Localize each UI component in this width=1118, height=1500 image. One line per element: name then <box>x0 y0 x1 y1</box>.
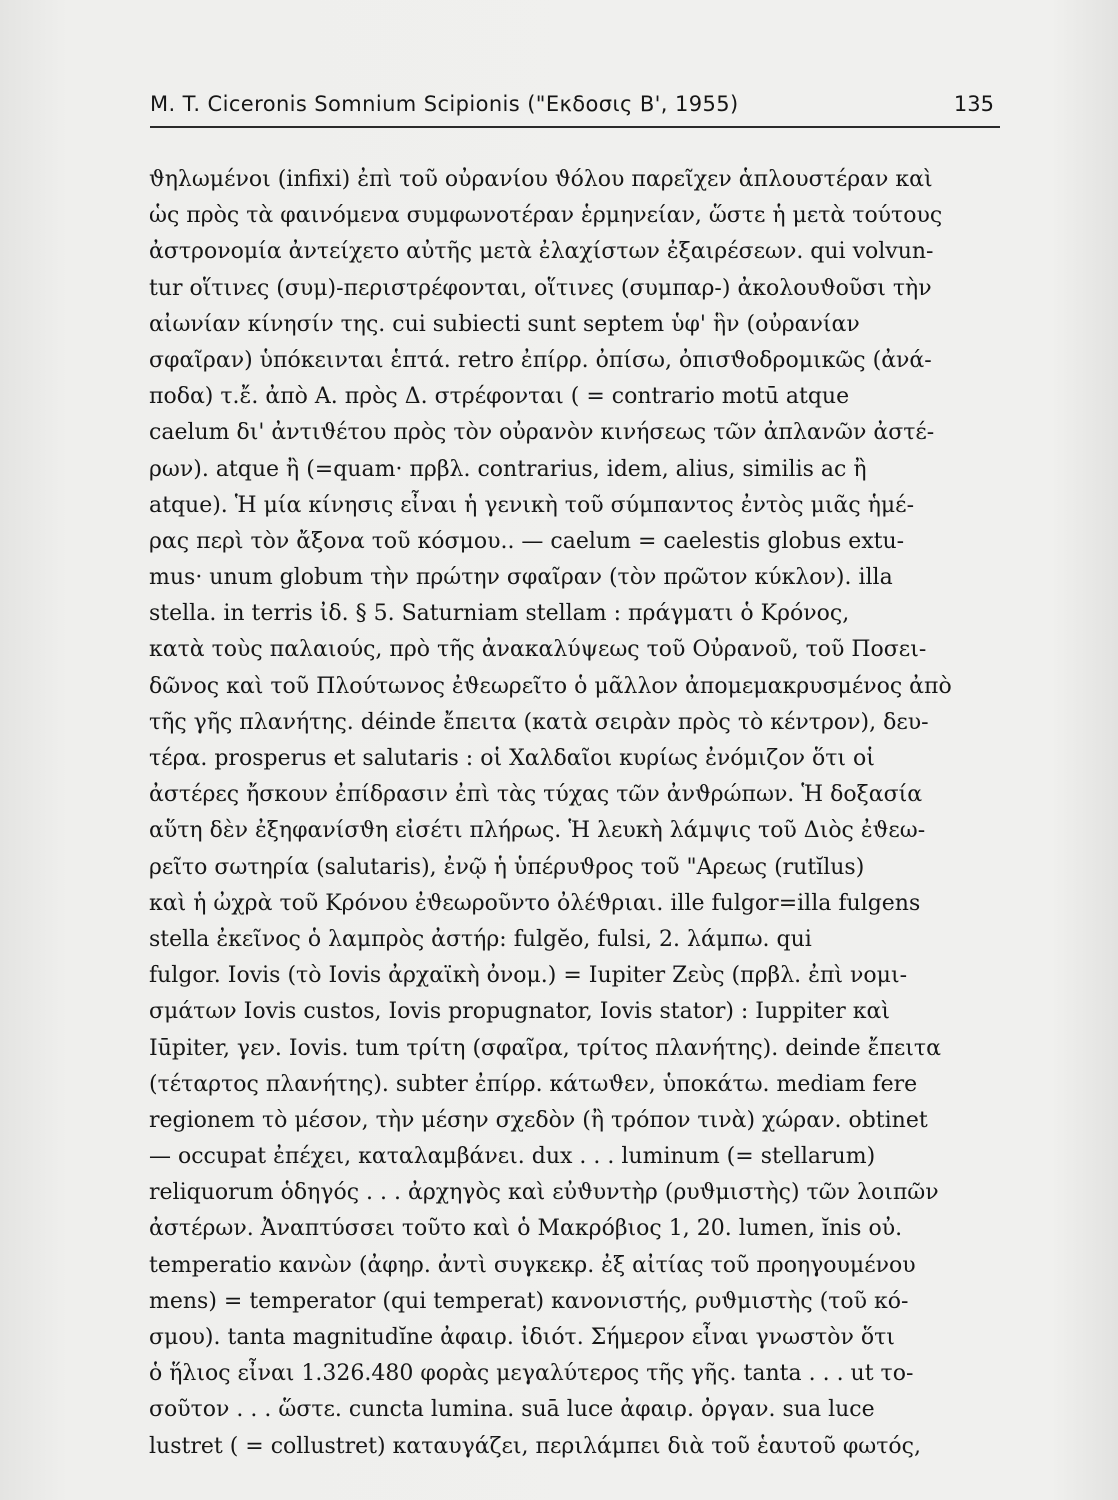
text-line: αἰωνίαν κίνησίν της. cui subiecti sunt septem ὑφ' ἣν (οὐρανίαν <box>149 311 860 337</box>
text-line: mens) = temperator (qui temperat) κανονιστής, ρυϑμιστὴς (τοῦ κό- <box>149 1288 909 1314</box>
text-line: atque). Ἡ μία κίνησις εἶναι ἡ γενικὴ τοῦ σύμπαντος ἐντὸς μιᾶς ἡμέ- <box>149 492 915 518</box>
text-line: αὕτη δὲν ἐξηφανίσϑη εἰσέτι πλήρως. Ἡ λευκὴ λάμψις τοῦ Διὸς ἐϑεω- <box>149 818 926 844</box>
running-title: M. T. Ciceronis Somnium Scipionis ("Εκδοσις Β', 1955) <box>150 92 739 116</box>
body-text <box>149 162 1001 1465</box>
text-line: tur οἵτινες (συμ)-περιστρέφονται, οἵτινες (συμπαρ-) ἀκολουϑοῦσι τὴν <box>149 275 932 301</box>
text-line: stella ἐκεῖνος ὁ λαμπρὸς ἀστήρ: fulgĕo, fulsi, 2. λάμπω. qui <box>149 926 812 952</box>
text-line: τέρα. prosperus et salutaris : οἱ Χαλδαῖοι κυρίως ἐνόμιζον ὅτι οἱ <box>149 746 875 771</box>
text-line: δῶνος καὶ τοῦ Πλούτωνος ἐϑεωρεῖτο ὁ μᾶλλον ἀπομεμακρυσμένος ἀπὸ <box>149 673 952 699</box>
page-number: 135 <box>953 92 994 116</box>
text-line: ρων). atque ἢ (=quam· πρβλ. contrarius, idem, alius, similis ac ἢ <box>149 456 867 482</box>
text-line: ἀστέρες ἤσκουν ἐπίδρασιν ἐπὶ τὰς τύχας τῶν ἀνϑρώπων. Ἡ δοξασία <box>149 782 923 808</box>
text-line: lustret ( = collustret) καταυγάζει, περιλάμπει διὰ τοῦ ἑαυτοῦ φωτός, <box>149 1433 921 1459</box>
text-line: regionem τὸ μέσον, τὴν μέσην σχεδὸν (ἢ τρόπον τινὰ) χώραν. obtinet <box>149 1107 928 1133</box>
text-line: σφαῖραν) ὑπόκεινται ἑπτά. retro ἐπίρρ. ὀπίσω, ὀπισϑοδρομικῶς (ἀνά- <box>149 347 932 373</box>
text-line: ποδα) τ.ἔ. ἀπὸ Α. πρὸς Δ. στρέφονται ( = contrario motū atque <box>149 384 850 410</box>
text-line: καὶ ἡ ὠχρὰ τοῦ Κρόνου ἐϑεωροῦντο ὀλέϑριαι. ille fulgor=illa fulgens <box>149 890 921 916</box>
text-line: mus· unum globum τὴν πρώτην σφαῖραν (τὸν πρῶτον κύκλον). illa <box>149 565 893 591</box>
text-line: κατὰ τοὺς παλαιούς, πρὸ τῆς ἀνακαλύψεως τοῦ Οὐρανοῦ, τοῦ Ποσει- <box>149 637 927 663</box>
text-line: reliquorum ὁδηγός . . . ἀρχηγὸς καὶ εὐϑυντὴρ (ρυϑμιστὴς) τῶν λοιπῶν <box>149 1180 939 1206</box>
text-line: σμου). tanta magnitudĭne ἀφαιρ. ἰδιότ. Σήμερον εἶναι γνωστὸν ὅτι <box>149 1325 895 1350</box>
text-line: σοῦτον . . . ὥστε. cuncta lumina. suā luce ἀφαιρ. ὀργαν. sua luce <box>149 1397 875 1423</box>
text-line: ρεῖτο σωτηρία (salutaris), ἐνῷ ἡ ὑπέρυϑρος τοῦ "Αρεως (rutĭlus) <box>149 854 865 880</box>
text-line: ρας περὶ τὸν ἄξονα τοῦ κόσμου.. — caelum = caelestis globus extu- <box>149 528 905 554</box>
text-line: ὁ ἥλιος εἶναι 1.326.480 φορὰς μεγαλύτερος τῆς γῆς. tanta . . . ut το- <box>149 1361 914 1387</box>
text-line: σμάτων Iovis custos, Iovis propugnator, Iovis stator) : Iuppiter καὶ <box>149 999 890 1025</box>
text-line: caelum δι' ἀντιϑέτου πρὸς τὸν οὐρανὸν κινήσεως τῶν ἀπλανῶν ἀστέ- <box>149 420 935 446</box>
text-line: τῆς γῆς πλανήτης. déinde ἔπειτα (κατὰ σειρὰν πρὸς τὸ κέντρον), δευ- <box>149 709 929 735</box>
text-line: (τέταρτος πλανήτης). subter ἐπίρρ. κάτωϑεν, ὑποκάτω. mediam fere <box>149 1071 918 1097</box>
text-line: fulgor. Iovis (τὸ Iovis ἀρχαϊκὴ ὀνομ.) = Iupiter Ζεὺς (πρβλ. ἐπὶ νομι- <box>149 963 908 989</box>
text-line: ϑηλωμένοι (infixi) ἐπὶ τοῦ οὐρανίου ϑόλου παρεῖχεν ἁπλουστέραν καὶ <box>149 167 933 192</box>
text-line: stella. in terris ἰδ. § 5. Saturniam stellam : πράγματι ὁ Κρόνος, <box>149 601 850 627</box>
text-line: Iūpiter, γεν. Iovis. tum τρίτη (σφαῖρα, τρίτος πλανήτης). deinde ἔπειτα <box>149 1035 941 1061</box>
text-line: ἀστρονομία ἀντείχετο αὐτῆς μετὰ ἐλαχίστων ἐξαιρέσεων. qui volvun- <box>149 239 934 265</box>
text-line: ὡς πρὸς τὰ φαινόμενα συμφωνοτέραν ἑρμηνείαν, ὥστε ἡ μετὰ τούτους <box>149 203 943 229</box>
text-line: temperatio κανὼν (ἀφηρ. ἀντὶ συγκεκρ. ἐξ αἰτίας τοῦ προηγουμένου <box>149 1252 916 1278</box>
text-line: ἀστέρων. Ἀναπτύσσει τοῦτο καὶ ὁ Μακρόβιος 1, 20. lumen, ĭnis οὐ. <box>149 1216 903 1242</box>
page-header <box>150 92 1000 128</box>
text-line: — occupat ἐπέχει, καταλαμβάνει. dux . . . luminum (= stellarum) <box>149 1144 876 1170</box>
